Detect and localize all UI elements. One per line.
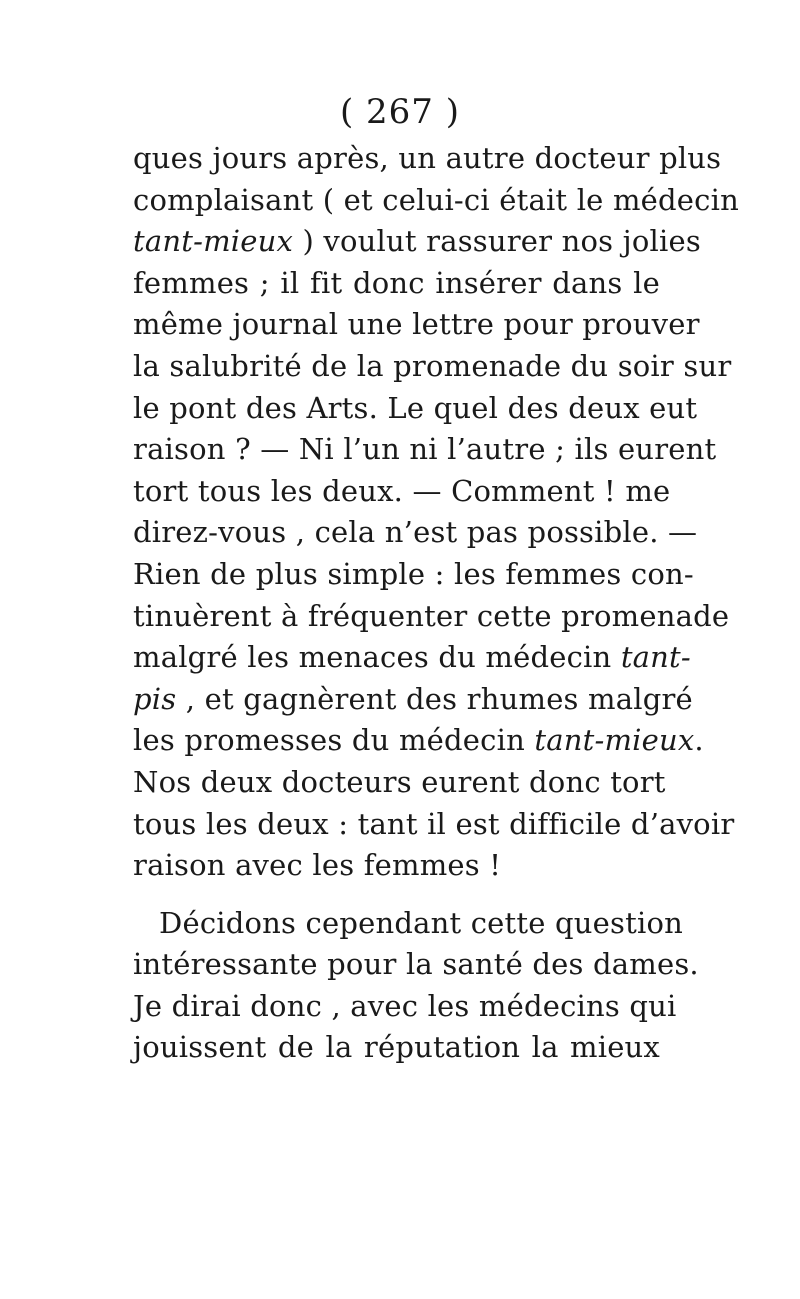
text-line: complaisant ( et celui-ci était le médecin (133, 182, 739, 217)
text-line: pis , et gagnèrent des rhumes malgré (133, 681, 693, 716)
italic-term: tant-mieux (534, 723, 695, 758)
text-line: même journal une lettre pour prouver (133, 307, 700, 342)
italic-term: tant- (620, 640, 691, 675)
text-line: Nos deux docteurs eurent donc tort (133, 764, 666, 799)
text-line: raison avec les femmes ! (133, 848, 502, 883)
italic-term: tant-mieux (133, 224, 294, 259)
text-line: raison ? — Ni l’un ni l’autre ; ils eurent (133, 432, 717, 467)
text-line: jouissent de la réputation la mieux (133, 1030, 660, 1065)
text-line: ques jours après, un autre docteur plus (133, 141, 722, 175)
text-line: Je dirai donc , avec les médecins qui (133, 988, 677, 1023)
text-line: les promesses du médecin tant-mieux. (133, 723, 704, 758)
text-line: femmes ; il fit donc insérer dans le (133, 265, 660, 300)
italic-term: pis (133, 681, 177, 716)
text-line: Décidons cependant cette question (159, 905, 683, 940)
text-line: tort tous les deux. — Comment ! me (133, 473, 671, 508)
text-line: tant-mieux ) voulut rassurer nos jolies (133, 224, 701, 259)
page-number: ( 267 ) (339, 92, 461, 132)
text-line: intéressante pour la santé des dames. (133, 947, 699, 982)
text-line: la salubrité de la promenade du soir sur (133, 348, 732, 383)
text-line: tinuèrent à fréquenter cette promenade (133, 598, 730, 633)
text-line: malgré les menaces du médecin tant- (133, 640, 691, 675)
text-line: Rien de plus simple : les femmes con- (133, 556, 694, 591)
paragraph-2 (133, 903, 699, 1069)
text-line: le pont des Arts. Le quel des deux eut (133, 390, 698, 425)
text-line: direz-vous , cela n’est pas possible. — (133, 515, 698, 550)
paragraph-1 (133, 138, 739, 887)
paragraph-gap (133, 887, 660, 903)
text-line: tous les deux : tant il est difficile d’avoir (133, 806, 735, 841)
body-text (133, 138, 739, 1069)
